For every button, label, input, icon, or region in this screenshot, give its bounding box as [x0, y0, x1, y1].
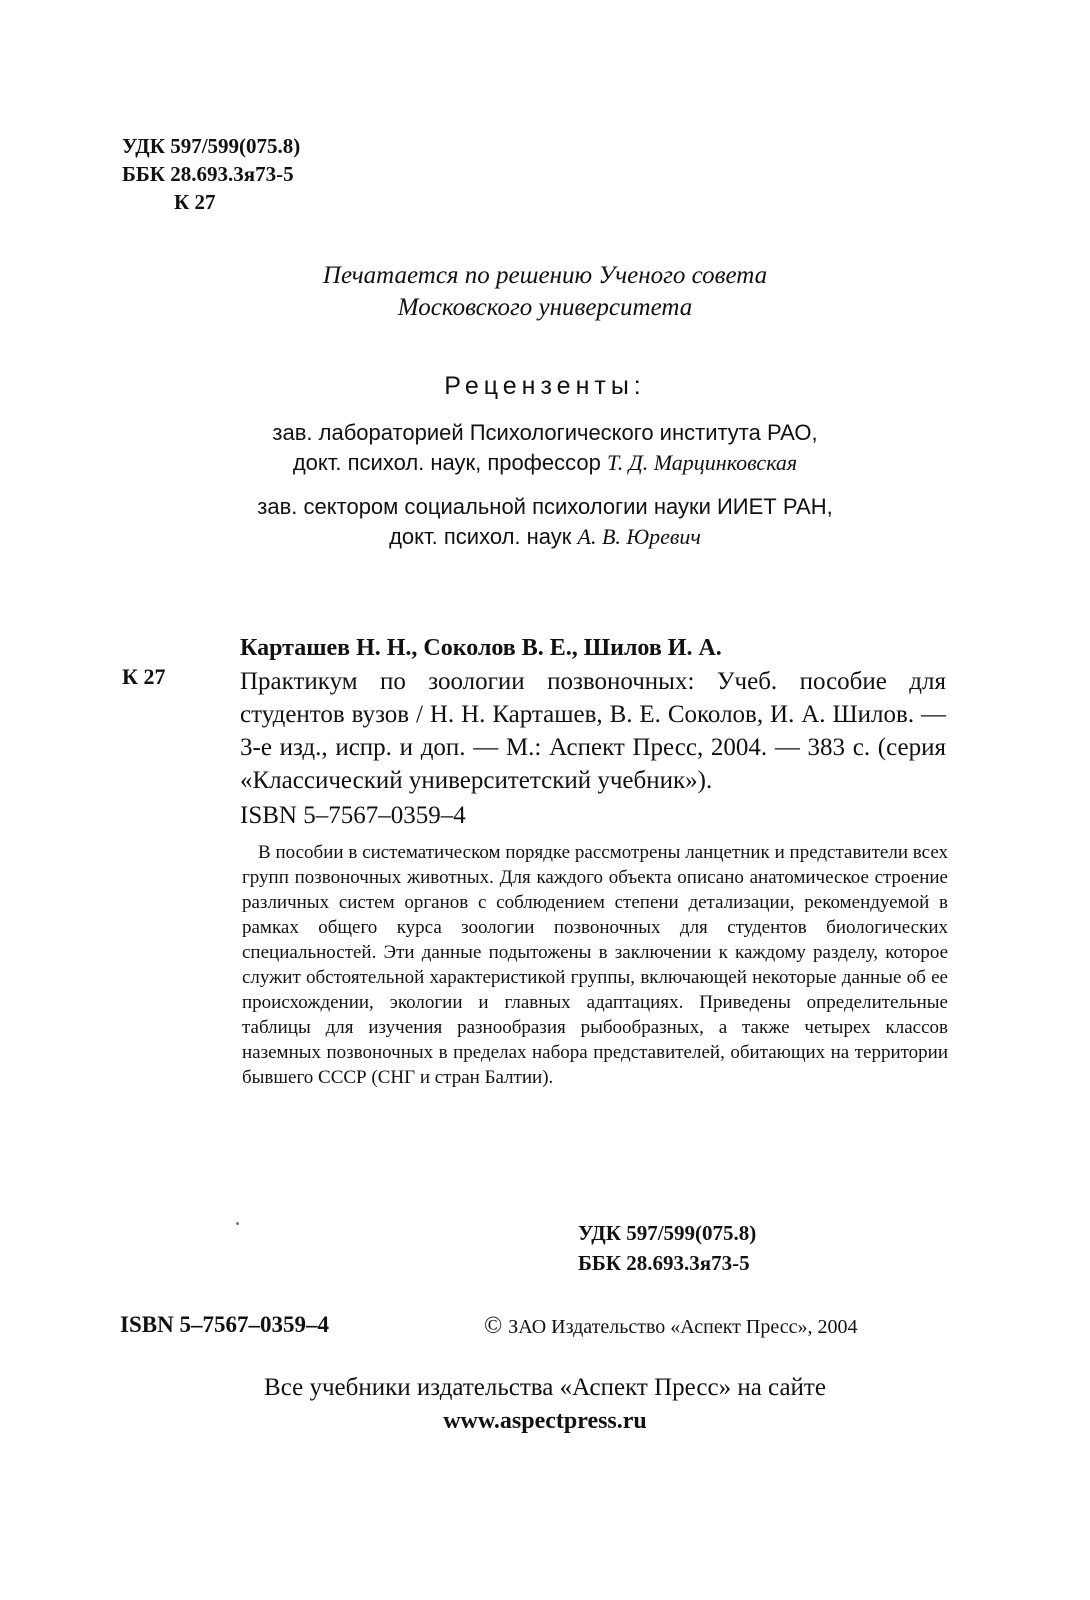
copyright-text: ЗАО Издательство «Аспект Пресс», 2004 [508, 1316, 858, 1338]
reviewer-2 [80, 492, 1010, 552]
classification-codes [122, 132, 300, 216]
reviewer-1 [80, 418, 1010, 478]
copyright-icon: © [484, 1313, 503, 1339]
footer-bbk-code: ББК 28.693.3я73-5 [578, 1251, 750, 1275]
bibliographic-record [240, 632, 946, 832]
biblio-author-mark: К 27 [122, 664, 166, 689]
reviewers-heading: Рецензенты: [444, 372, 646, 400]
reviewer-1-title: докт. психол. наук, профессор [292, 450, 601, 475]
book-authors: Карташев Н. Н., Соколов В. Е., Шилов И. А. [240, 635, 722, 661]
footer-classification-codes [578, 1218, 756, 1278]
copyright-notice [484, 1313, 857, 1340]
decree-line-1: Печатается по решению Ученого совета [322, 262, 768, 289]
reviewer-1-degree [80, 448, 1010, 478]
reviewer-2-position: зав. сектором социальной психологии науки ИИЕТ РАН, [257, 494, 833, 519]
book-description: Практикум по зоологии позвоночных: Учеб. пособие для студентов вузов / Н. Н. Карташев, В. Е. Соколов, И. А. Шилов. — 3-е изд., испр. и доп. — М.: Аспект Пресс, 2004. — 383 с. (серия «Классический университетский учебник»). [240, 668, 946, 794]
annotation-text: В пособии в систематическом порядке рассмотрены ланцетник и представители всех групп позвоночных животных. Для каждого объекта описано анатомическое строение различных систем органов с соблюдением степени детализации, рекомендуемой в рамках общего курса зоологии позвоночных для студентов биологических специальностей. Эти данные подытожены в заключении к каждому разделу, которое служит обстоятельной характеристикой группы, включающей некоторые данные об ее происхождении, экологии и главных адаптациях. Приведены определительные таблицы для изучения разнообразия рыбообразных, а также четырех классов наземных позвоночных в пределах набора представителей, обитающих на территории бывшего СССР (СНГ и стран Балтии). [242, 842, 948, 1088]
reviewer-2-title: докт. психол. наук [389, 524, 572, 549]
reviewer-2-name: А. В. Юревич [577, 524, 701, 549]
footer-isbn: ISBN 5–7567–0359–4 [120, 1312, 329, 1337]
decree-line-2: Московского университета [397, 294, 693, 321]
publication-decree [0, 260, 1090, 324]
book-isbn: ISBN 5–7567–0359–4 [240, 802, 466, 829]
reviewer-2-degree [80, 522, 1010, 552]
website-notice: Все учебники издательства «Аспект Пресс» на сайте [264, 1374, 826, 1401]
website-url: www.aspectpress.ru [443, 1408, 647, 1434]
print-speck [236, 1222, 239, 1225]
reviewer-1-name: Т. Д. Марцинковская [606, 450, 798, 475]
author-mark: К 27 [174, 190, 216, 214]
reviewer-1-position: зав. лабораторией Психологического института РАО, [272, 420, 818, 445]
bbk-code: ББК 28.693.3я73-5 [122, 162, 294, 186]
udk-code: УДК 597/599(075.8) [122, 134, 301, 158]
footer-udk-code: УДК 597/599(075.8) [578, 1221, 757, 1245]
